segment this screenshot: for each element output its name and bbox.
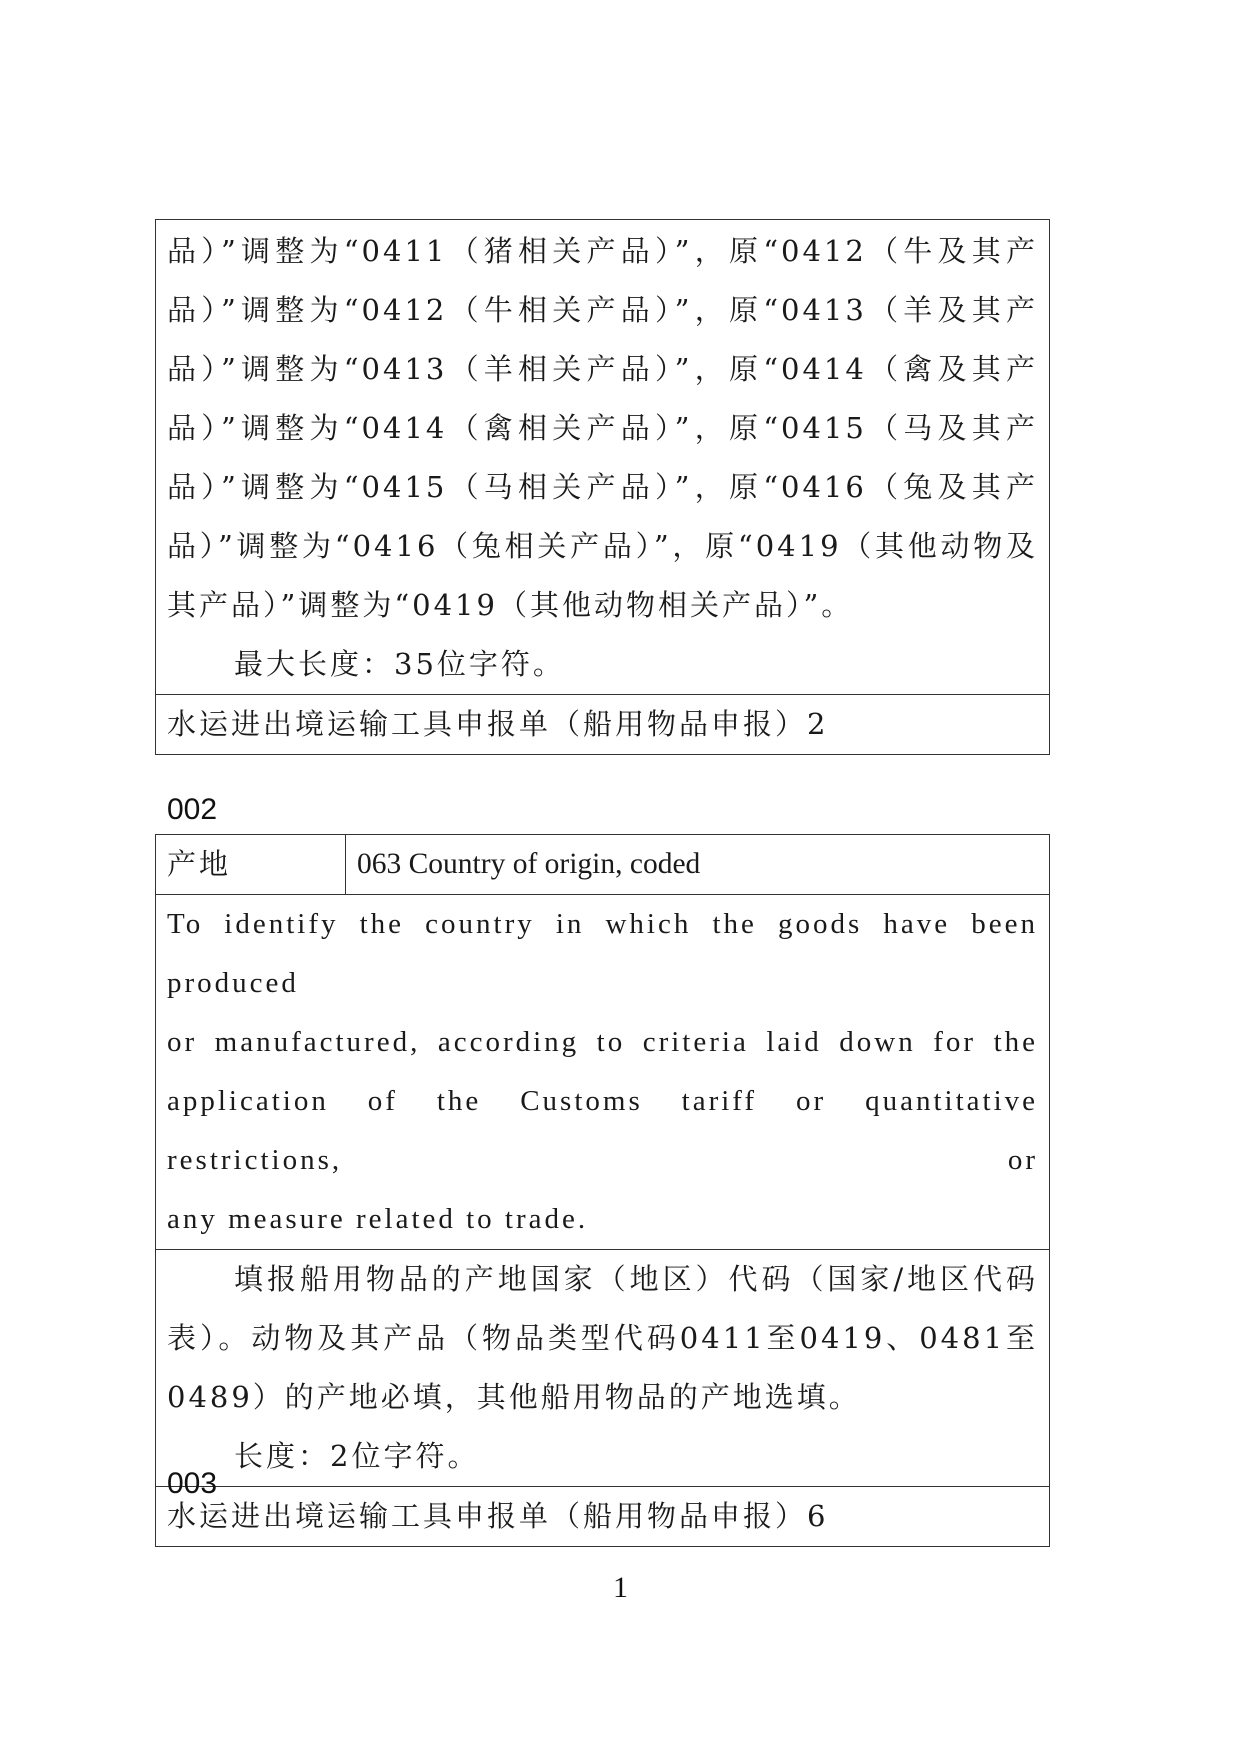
definition-line: To identify the country in which the goods have been produced xyxy=(167,908,1038,999)
length-note: 长度：2位字符。 xyxy=(234,1439,480,1473)
field-table-002 xyxy=(155,834,1050,1547)
description-line: 品）”调整为“0411（猪相关产品）”，原“0412（牛及其产 xyxy=(167,234,1038,268)
description-cell xyxy=(156,220,1050,695)
form-reference: 水运进出境运输工具申报单（船用物品申报）6 xyxy=(167,1499,829,1533)
description-line: 品）”调整为“0414（禽相关产品）”，原“0415（马及其产 xyxy=(167,411,1038,445)
definition-line: any measure related to trade. xyxy=(167,1203,589,1235)
field-name-cn: 产地 xyxy=(167,847,232,881)
description-line: 品）”调整为“0416（兔相关产品）”，原“0419（其他动物及 xyxy=(167,529,1038,563)
description-line: 品）”调整为“0415（马相关产品）”，原“0416（兔及其产 xyxy=(167,470,1038,504)
max-length-note: 最大长度：35位字符。 xyxy=(234,647,565,681)
description-line: 品）”调整为“0413（羊相关产品）”，原“0414（禽及其产 xyxy=(167,352,1038,386)
description-line: 品）”调整为“0412（牛相关产品）”，原“0413（羊及其产 xyxy=(167,293,1038,327)
field-code-cell xyxy=(346,835,1050,895)
field-number-002: 002 xyxy=(167,793,218,826)
instruction-line: 填报船用物品的产地国家（地区）代码（国家/地区代码 xyxy=(234,1262,1038,1296)
page-number: 1 xyxy=(613,1571,628,1604)
definition-line: or manufactured, according to criteria laid down for the xyxy=(167,1026,1038,1058)
description-line: 其产品）”调整为“0419（其他动物相关产品）”。 xyxy=(167,588,854,622)
field-name-cell xyxy=(156,835,346,895)
definition-line: application of the Customs tariff or quantitative restrictions, or xyxy=(167,1085,1038,1176)
instruction-cell xyxy=(156,1250,1050,1487)
form-reference: 水运进出境运输工具申报单（船用物品申报）2 xyxy=(167,707,829,741)
instruction-line: 表）。动物及其产品（物品类型代码0411至0419、0481至 xyxy=(167,1321,1038,1355)
definition-cell xyxy=(156,895,1050,1250)
form-reference-cell xyxy=(156,1487,1050,1547)
field-code-en: 063 Country of origin, coded xyxy=(357,848,701,880)
instruction-line: 0489）的产地必填，其他船用物品的产地选填。 xyxy=(167,1380,861,1414)
form-reference-cell xyxy=(156,695,1050,755)
field-number-003: 003 xyxy=(167,1467,218,1500)
field-table-continued xyxy=(155,219,1050,755)
